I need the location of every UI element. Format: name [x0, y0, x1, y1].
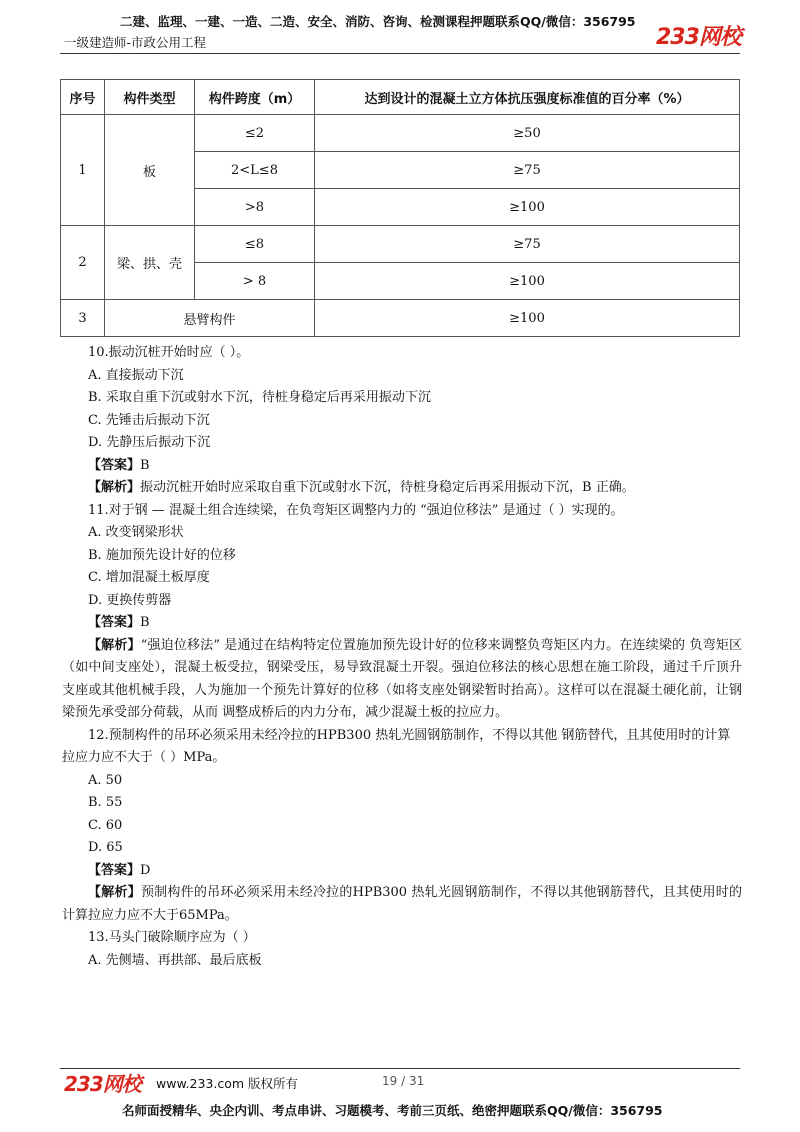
option-item: C. 增加混凝土板厚度 [88, 570, 210, 585]
analysis-text: 振动沉桩开始时应采取自重下沉或射水下沉，待桩身稳定后再采用振动下沉，B 正确。 [140, 480, 635, 495]
analysis-tag: 【解析】 [88, 637, 141, 653]
option-item: D. 65 [88, 840, 123, 855]
answer-tag: 【答案】 [88, 457, 141, 473]
table-cell-span: ≤8 [195, 226, 315, 263]
footer-contact-line: 名师面授精华、央企内训、考点串讲、习题模考、考前三页纸、绝密押题联系QQ/微信：356795 [122, 1103, 663, 1118]
footer-logo: 233网校 [64, 1072, 141, 1096]
option-item: A. 50 [88, 772, 123, 788]
answer-value: D [140, 862, 151, 878]
header-contact-line: 二建、监理、一建、一造、二造、安全、消防、咨询、检测课程押题联系QQ/微信：356795 [120, 14, 636, 29]
header-logo: 233网校 [656, 25, 741, 50]
table-cell-no: 2 [61, 226, 105, 300]
question-stem: 10.振动沉桩开始时应（ ）。 [88, 345, 250, 360]
table-header-cell: 序号 [61, 80, 105, 115]
table-cell-type: 悬臂构件 [105, 300, 315, 337]
table-cell-rate: ≥75 [315, 226, 740, 263]
table-cell-span: >8 [195, 189, 315, 226]
option-item: D. 先静压后振动下沉 [88, 435, 211, 450]
analysis-line [62, 635, 742, 725]
analysis-tag: 【解析】 [88, 480, 141, 495]
footer-site: www.233.com 版权所有 [156, 1076, 298, 1091]
answer-tag: 【答案】 [88, 615, 141, 630]
table-row [61, 115, 740, 152]
question-content [62, 342, 742, 972]
answer-line [62, 860, 742, 883]
table-row [61, 226, 740, 263]
table-cell-rate: ≥75 [315, 152, 740, 189]
table-cell-rate: ≥100 [315, 263, 740, 300]
answer-value: B [140, 457, 150, 473]
table-cell-type: 梁、拱、壳 [105, 226, 195, 300]
footer-divider [60, 1068, 740, 1069]
analysis-line [62, 882, 742, 927]
option-item: B. 采取自重下沉或射水下沉，待桩身稳定后再采用振动下沉 [88, 390, 431, 405]
answer-value: B [140, 615, 150, 630]
table-row [61, 300, 740, 337]
answer-line [62, 455, 742, 478]
page-number: 19 / 31 [382, 1074, 425, 1088]
table-cell-no: 1 [61, 115, 105, 226]
table-cell-rate: ≥100 [315, 300, 740, 337]
table-cell-rate: ≥50 [315, 115, 740, 152]
option-item: A. 直接振动下沉 [88, 367, 184, 383]
table-header-row [61, 80, 740, 115]
analysis-text: “强迫位移法” 是通过在结构特定位置施加预先设计好的位移来调整负弯矩区内力。在连续梁的 负弯矩区（如中间支座处），混凝土板受拉，钢梁受压，易导致混凝土开裂。强迫位移法的核心思想在施工阶段，通过千斤顶升支座或其他机械手段，人为施加一个预先计算好的位移（如将支座处钢梁暂时抬高）。这样可以在混凝土硬化前，让钢梁预先承受部分荷载，从而 调整成桥后的内力分布，减少混凝土板的拉应力。 [62, 637, 742, 720]
option-item: A. 改变钢梁形状 [88, 525, 184, 540]
table-cell-no: 3 [61, 300, 105, 337]
header-divider [60, 53, 740, 54]
question-stem: 11.对于钢 — 混凝土组合连续梁，在负弯矩区调整内力的 “强迫位移法” 是通过（ ）实现的。 [88, 502, 624, 518]
option-item: B. 55 [88, 795, 123, 810]
answer-line [62, 612, 742, 635]
analysis-tag: 【解析】 [88, 885, 141, 900]
table-cell-type: 板 [105, 115, 195, 226]
question-stem: 13.马头门破除顺序应为（ ） [88, 930, 256, 945]
header-subject: 一级建造师-市政公用工程 [64, 35, 207, 50]
answer-tag: 【答案】 [88, 862, 141, 878]
table-cell-span: > 8 [195, 263, 315, 300]
analysis-line [62, 477, 742, 500]
table-cell-rate: ≥100 [315, 189, 740, 226]
option-item: D. 更换传剪器 [88, 592, 172, 608]
option-item: B. 施加预先设计好的位移 [88, 547, 236, 563]
option-item: C. 60 [88, 817, 123, 833]
table-header-cell: 达到设计的混凝土立方体抗压强度标准值的百分率（%） [315, 80, 740, 115]
analysis-text: 预制构件的吊环必须采用未经冷拉的HPB300 热轧光圆钢筋制作，不得以其他钢筋替代，且其使用时的计算拉应力应不大于65MPa。 [62, 885, 742, 923]
question-stem: 12.预制构件的吊环必须采用未经冷拉的HPB300 热轧光圆钢筋制作，不得以其他 钢筋替代，且其使用时的计算拉应力应不大于（ ）MPa。 [62, 727, 731, 765]
table-cell-span: ≤2 [195, 115, 315, 152]
table-header-cell: 构件类型 [105, 80, 195, 115]
table-header-cell: 构件跨度（m） [195, 80, 315, 115]
strength-table [60, 79, 740, 337]
option-item: A. 先侧墙、再拱部、最后底板 [88, 952, 262, 968]
table-cell-span: 2<L≤8 [195, 152, 315, 189]
option-item: C. 先锤击后振动下沉 [88, 412, 210, 428]
